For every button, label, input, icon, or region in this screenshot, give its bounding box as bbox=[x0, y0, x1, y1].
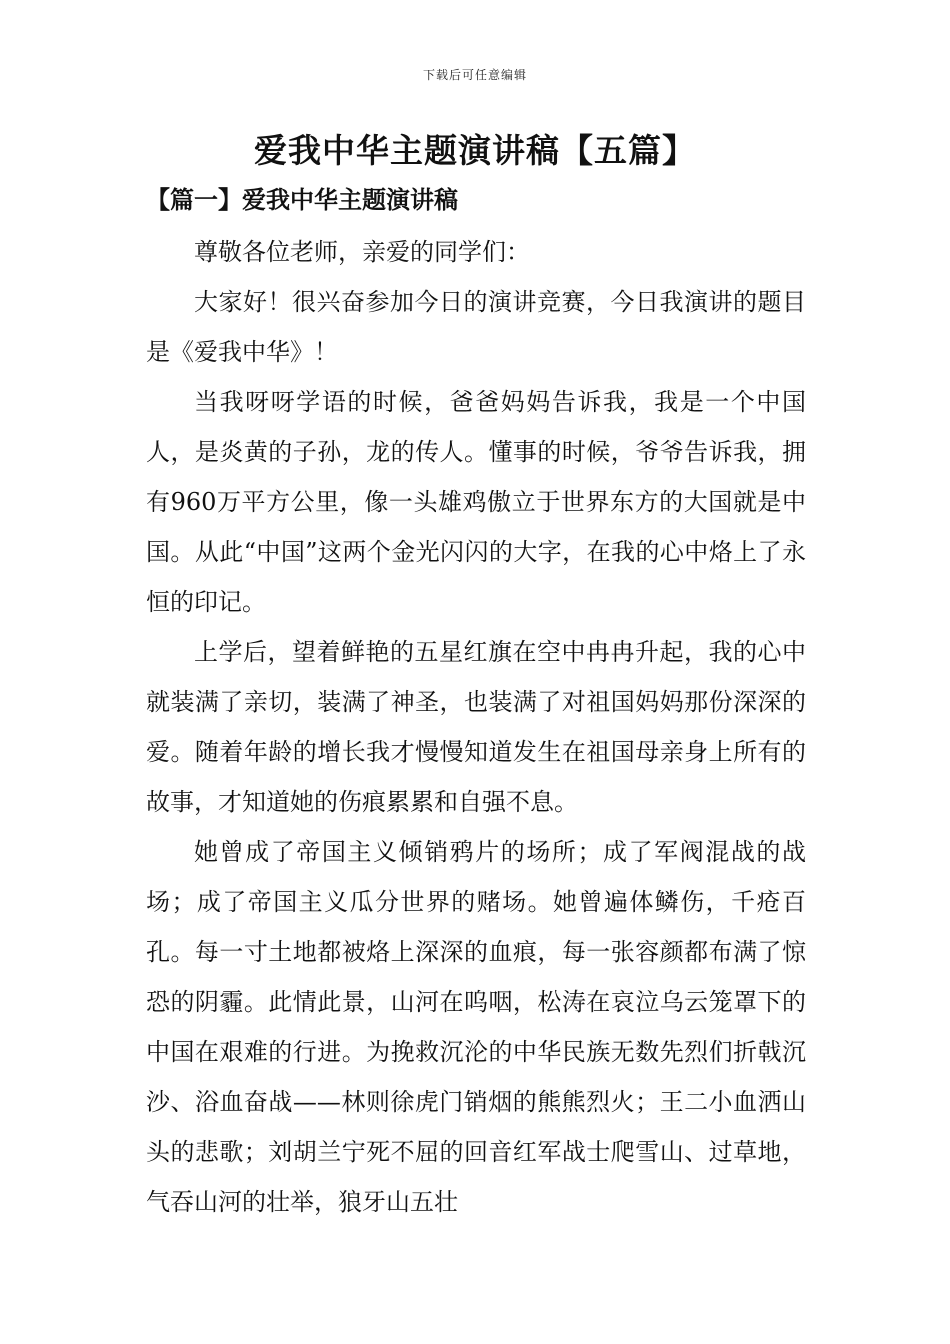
paragraph-childhood: 当我呀呀学语的时候，爸爸妈妈告诉我，我是一个中国人，是炎黄的子孙，龙的传人。懂事的时候，爷爷告诉我，拥有960万平方公里，像一头雄鸡傲立于世界东方的大国就是中国。从此“中国”这两个金光闪闪的大字，在我的心中烙上了永恒的印记。 bbox=[146, 388, 806, 616]
header-note: 下载后可任意编辑 bbox=[422, 68, 527, 82]
paragraph-salutation: 尊敬各位老师，亲爱的同学们： bbox=[194, 238, 530, 266]
section-heading: 【篇一】爱我中华主题演讲稿 bbox=[146, 185, 458, 214]
document-title: 爱我中华主题演讲稿【五篇】 bbox=[254, 131, 696, 170]
body-text bbox=[146, 227, 806, 1227]
paragraph-history: 她曾成了帝国主义倾销鸦片的场所；成了军阀混战的战场；成了帝国主义瓜分世界的赌场。她曾遍体鳞伤，千疮百孔。每一寸土地都被烙上深深的血痕，每一张容颜都布满了惊恐的阴霾。此情此景，山河在呜咽，松涛在哀泣乌云笼罩下的中国在艰难的行进。为挽救沉沦的中华民族无数先烈们折戟沉沙、浴血奋战——林则徐虎门销烟的熊熊烈火；王二小血洒山头的悲歌；刘胡兰宁死不屈的回音红军战士爬雪山、过草地，气吞山河的壮举，狼牙山五壮 bbox=[146, 838, 806, 1216]
paragraph-greeting: 大家好！很兴奋参加今日的演讲竞赛，今日我演讲的题目是《爱我中华》！ bbox=[146, 288, 806, 366]
paragraph-school: 上学后，望着鲜艳的五星红旗在空中冉冉升起，我的心中就装满了亲切，装满了神圣，也装满了对祖国妈妈那份深深的爱。随着年龄的增长我才慢慢知道发生在祖国母亲身上所有的故事，才知道她的伤痕累累和自强不息。 bbox=[146, 638, 806, 816]
